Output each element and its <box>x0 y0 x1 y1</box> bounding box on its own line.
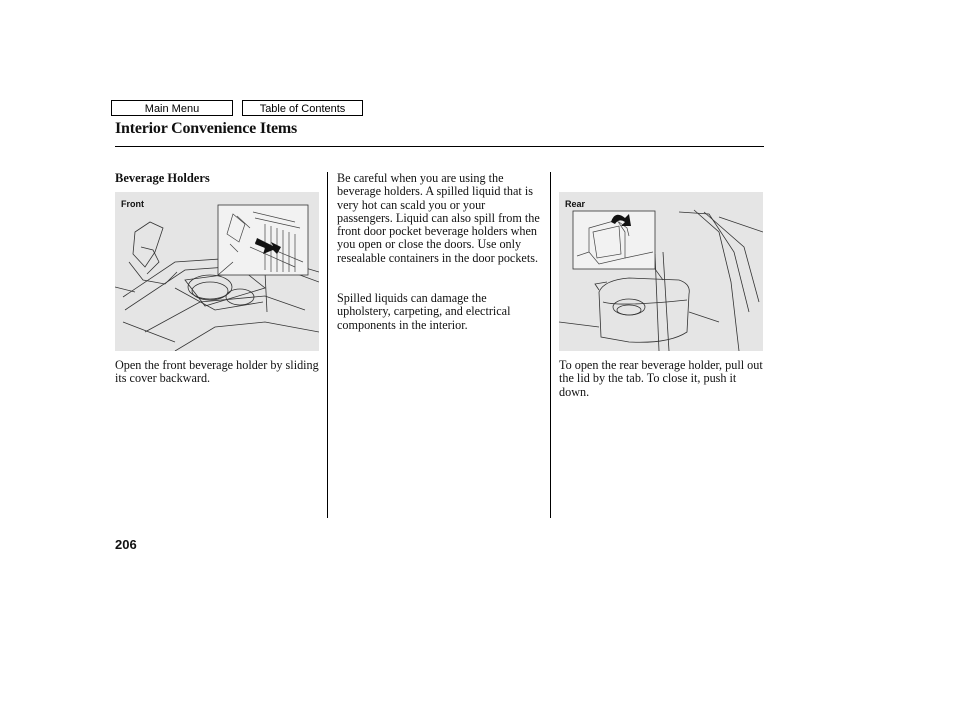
middle-paragraph-2: Spilled liquids can damage the upholstery, carpeting, and electrical components in the interior. <box>337 291 511 332</box>
front-console-drawing <box>115 192 319 351</box>
front-figure-label: Front <box>121 199 144 209</box>
main-menu-button[interactable]: Main Menu <box>111 100 233 116</box>
rear-figure-caption: To open the rear beverage holder, pull out the lid by the tab. To close it, push it down. <box>559 358 763 399</box>
front-figure-caption: Open the front beverage holder by sliding its cover backward. <box>115 358 319 386</box>
rear-figure-label: Rear <box>565 199 586 209</box>
rear-beverage-holder-illustration <box>559 192 763 351</box>
table-of-contents-button[interactable]: Table of Contents <box>242 100 363 116</box>
front-beverage-holder-illustration <box>115 192 319 351</box>
middle-paragraph-1: Be careful when you are using the beverage holders. A spilled liquid that is very hot can scald you or your passengers. Liquid can also spill from the front door pocket beverage holders when you open or close the doors. Use only resealable containers in the door pockets. <box>337 171 540 265</box>
title-rule <box>115 146 764 147</box>
column-divider-right <box>550 172 551 518</box>
column-divider-left <box>327 172 328 518</box>
page-number: 206 <box>115 537 137 552</box>
rear-armrest-drawing <box>559 192 763 351</box>
page-title: Interior Convenience Items <box>115 120 298 137</box>
section-heading: Beverage Holders <box>115 171 210 185</box>
